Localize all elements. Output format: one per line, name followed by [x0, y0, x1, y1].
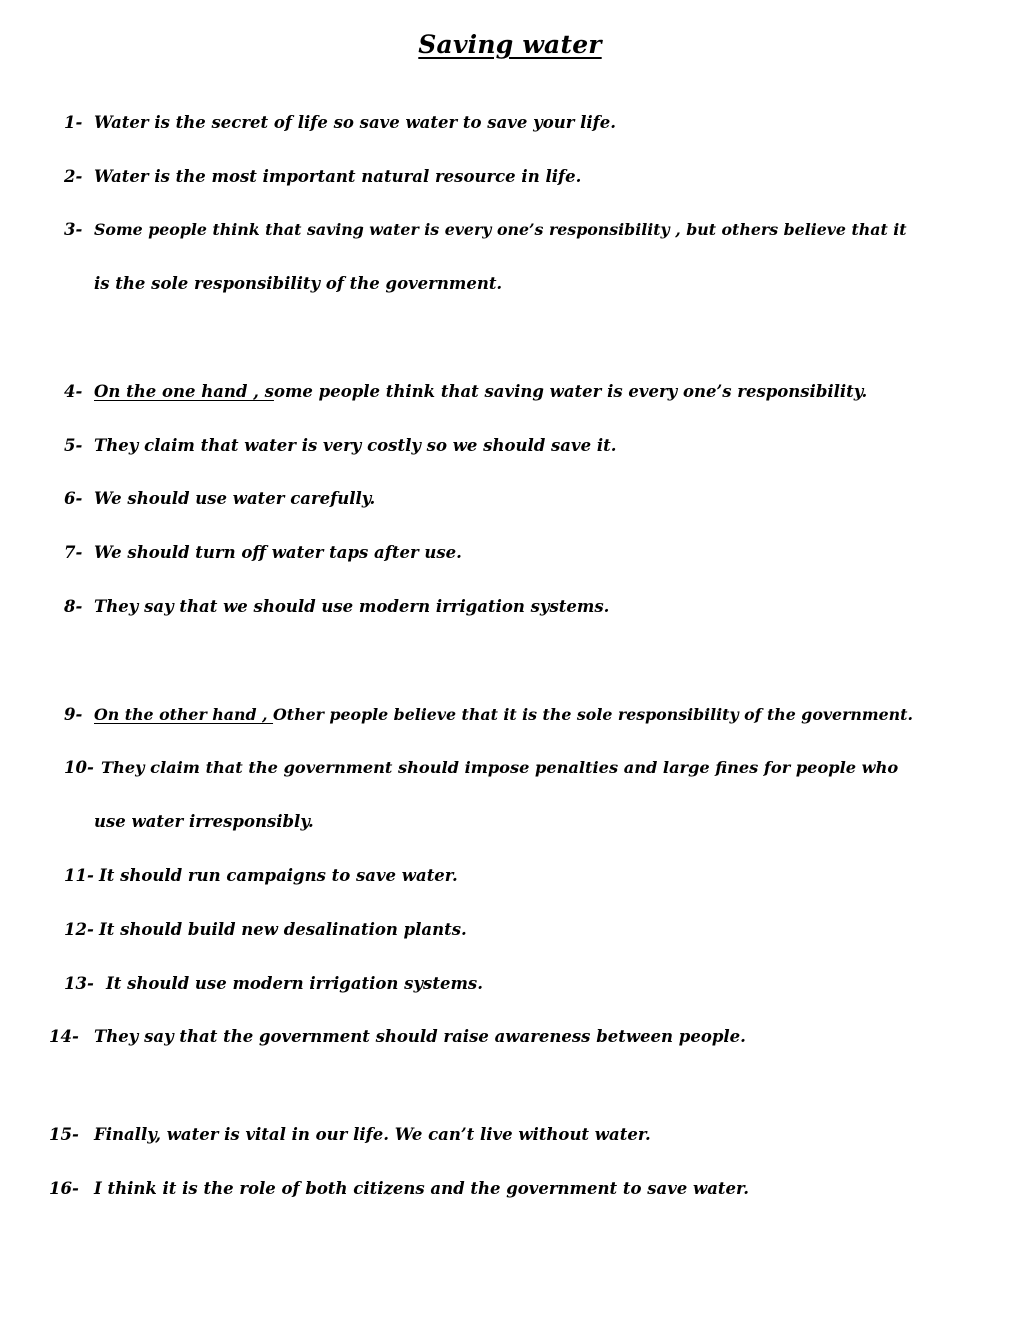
item-text: Other people believe that it is the sole responsibility of the government.	[273, 705, 913, 724]
item-number: 2-	[64, 167, 83, 186]
item-number: 5-	[64, 436, 83, 455]
item-text: They say that the government should raise awareness between people.	[94, 1027, 746, 1046]
item-text-continuation: use water irresponsibly.	[94, 812, 314, 831]
transition-phrase: On the other hand ,	[94, 705, 274, 724]
item-number: 12-	[64, 920, 94, 939]
item-number: 8-	[64, 597, 83, 616]
item-number: 3-	[64, 220, 83, 239]
item-text: They claim that the government should impose penalties and large fines for people who	[101, 758, 899, 777]
item-number: 11-	[64, 866, 94, 885]
item-text: It should build new desalination plants.	[99, 920, 467, 939]
item-number: 14-	[49, 1027, 79, 1046]
item-number: 4-	[64, 382, 83, 401]
item-number: 7-	[64, 543, 83, 562]
item-text: ome people think that saving water is every one’s responsibility.	[273, 382, 868, 401]
item-number: 13-	[64, 974, 94, 993]
item-text: They claim that water is very costly so we should save it.	[94, 436, 617, 455]
item-text: We should use water carefully.	[94, 489, 376, 508]
item-text: Water is the most important natural resource in life.	[94, 167, 582, 186]
item-number: 1-	[64, 113, 83, 132]
item-text-continuation: is the sole responsibility of the government.	[94, 274, 503, 293]
item-text: Water is the secret of life so save water to save your life.	[94, 113, 617, 132]
item-text: They say that we should use modern irrigation systems.	[94, 597, 610, 616]
page-title: Saving water	[418, 30, 602, 59]
item-text: Some people think that saving water is every one’s responsibility , but others believe that it	[94, 220, 907, 239]
item-number: 10-	[64, 758, 94, 777]
item-text: Finally, water is vital in our life. We can’t live without water.	[94, 1125, 651, 1144]
item-text: I think it is the role of both citizens and the government to save water.	[94, 1179, 749, 1198]
item-number: 15-	[49, 1125, 79, 1144]
transition-phrase: On the one hand , s	[94, 382, 274, 401]
item-text: It should use modern irrigation systems.	[106, 974, 483, 993]
item-text: It should run campaigns to save water.	[99, 866, 458, 885]
item-number: 9-	[64, 705, 83, 724]
item-text: We should turn off water taps after use.	[94, 543, 462, 562]
item-number: 6-	[64, 489, 83, 508]
item-number: 16-	[49, 1179, 79, 1198]
